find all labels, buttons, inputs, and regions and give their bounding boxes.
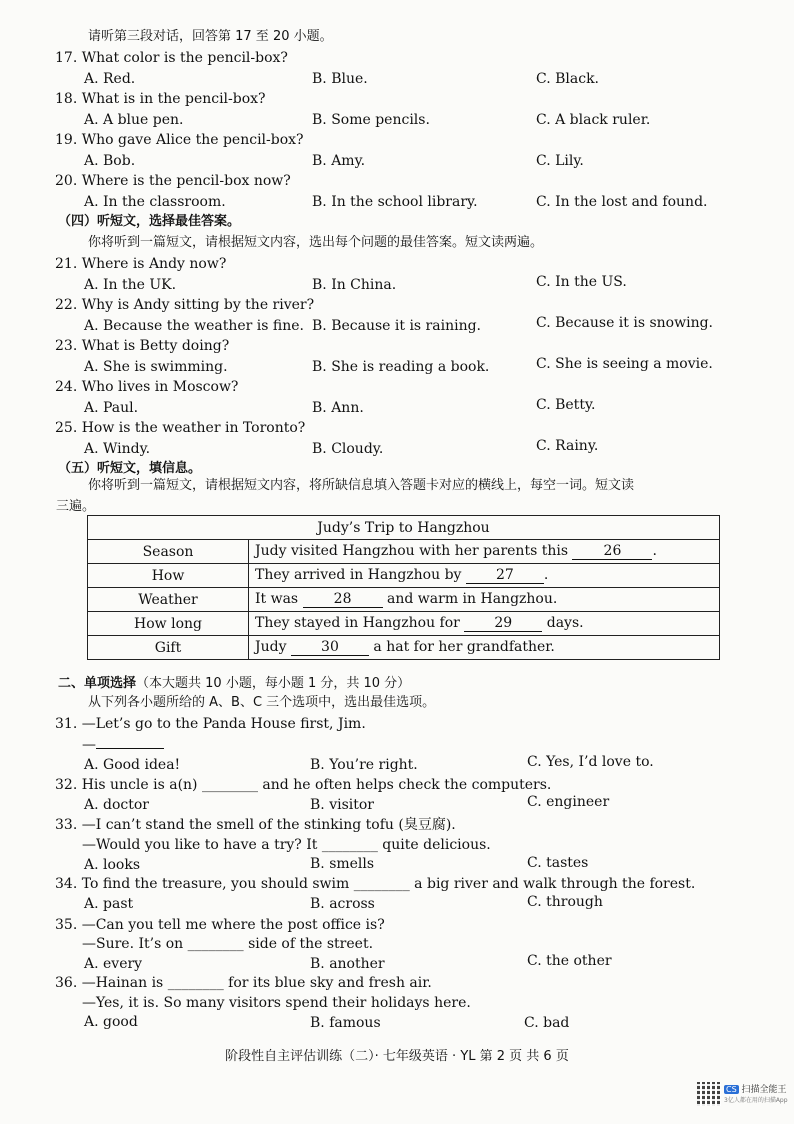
option-b: B. In China. — [312, 277, 397, 293]
part5-instructions-cont: 三遍。 — [56, 499, 96, 514]
answer-blank — [96, 748, 164, 749]
row-text: It was — [255, 591, 299, 607]
part2-heading-line — [58, 674, 410, 693]
option-b: B. She is reading a book. — [312, 359, 490, 375]
question-35-reply: —Sure. It’s on ________ side of the street. — [82, 936, 374, 952]
question-17: 17. What color is the pencil-box? — [55, 50, 288, 66]
table-row — [88, 588, 720, 612]
row-content — [249, 588, 720, 612]
option-a: A. looks — [84, 857, 141, 873]
row-text: They stayed in Hangzhou for — [255, 615, 460, 631]
option-c: C. She is seeing a movie. — [536, 356, 713, 372]
question-23: 23. What is Betty doing? — [55, 338, 230, 354]
answer-blank-26: 26 — [572, 543, 652, 560]
option-c: C. Because it is snowing. — [536, 315, 713, 331]
option-a: A. In the UK. — [84, 277, 177, 293]
option-a: A. past — [84, 896, 134, 912]
row-text-after: days. — [546, 615, 584, 631]
question-33-reply: —Would you like to have a try? It ________ quite delicious. — [82, 837, 491, 853]
option-b: B. across — [310, 896, 375, 912]
qr-code-overlay — [697, 1082, 721, 1106]
row-content — [249, 636, 720, 660]
option-a: A. Red. — [84, 71, 136, 87]
part4-heading: （四）听短文，选择最佳答案。 — [58, 214, 241, 229]
part2-note: （本大题共 10 小题，每小题 1 分，共 10 分） — [136, 676, 411, 691]
row-text: They arrived in Hangzhou by — [255, 567, 462, 583]
row-text-after: . — [652, 543, 657, 559]
option-c: C. the other — [527, 953, 612, 969]
option-c: C. Black. — [536, 71, 599, 87]
option-c: C. In the US. — [536, 274, 627, 290]
answer-blank-27: 27 — [466, 567, 544, 584]
row-label: How long — [88, 612, 249, 636]
answer-blank-29: 29 — [464, 615, 542, 632]
option-b: B. Cloudy. — [312, 441, 384, 457]
scanner-brand-name: 扫描全能王 — [741, 1085, 787, 1095]
option-c: C. tastes — [527, 855, 589, 871]
option-c: C. Lily. — [536, 153, 584, 169]
table-row — [88, 540, 720, 564]
part2-heading: 二、单项选择 — [58, 676, 137, 691]
section3-intro: 请听第三段对话，回答第 17 至 20 小题。 — [88, 29, 333, 44]
trip-info-table — [87, 515, 720, 660]
question-35: 35. —Can you tell me where the post office is? — [55, 917, 385, 933]
row-content — [249, 540, 720, 564]
option-c: C. Betty. — [536, 397, 596, 413]
question-20: 20. Where is the pencil-box now? — [55, 173, 291, 189]
table-row — [88, 636, 720, 660]
part4-instructions: 你将听到一篇短文，请根据短文内容，选出每个问题的最佳答案。短文读两遍。 — [88, 235, 544, 250]
option-a: A. Bob. — [84, 153, 136, 169]
option-a: A. every — [84, 956, 143, 972]
option-a: A. Good idea! — [84, 757, 181, 773]
question-33: 33. —I can’t stand the smell of the stinking tofu (臭豆腐). — [55, 817, 456, 833]
option-a: A. She is swimming. — [84, 359, 228, 375]
option-c: C. Yes, I’d love to. — [527, 754, 654, 770]
option-a: A. A blue pen. — [84, 112, 184, 128]
option-c: C. In the lost and found. — [536, 194, 708, 210]
option-b: B. Amy. — [312, 153, 366, 169]
option-c: C. A black ruler. — [536, 112, 651, 128]
answer-blank-28: 28 — [303, 591, 383, 608]
option-c: C. through — [527, 894, 603, 910]
part2-instructions: 从下列各小题所给的 A、B、C 三个选项中，选出最佳选项。 — [88, 695, 436, 710]
scanner-watermark — [724, 1082, 788, 1105]
row-text-after: . — [543, 567, 549, 583]
scanner-brand-tagline: 3亿人都在用的扫描App — [724, 1097, 788, 1104]
table-row — [88, 564, 720, 588]
question-31-reply — [82, 736, 164, 754]
question-22: 22. Why is Andy sitting by the river? — [55, 297, 315, 313]
question-34: 34. To find the treasure, you should swim ________ a big river and walk through the forest. — [55, 876, 696, 892]
table-title-row — [88, 516, 720, 540]
question-36: 36. —Hainan is ________ for its blue sky and fresh air. — [55, 975, 432, 991]
question-19: 19. Who gave Alice the pencil-box? — [55, 132, 304, 148]
question-32: 32. His uncle is a(n) ________ and he often helps check the computers. — [55, 777, 552, 793]
page-footer: 阶段性自主评估训练（二）· 七年级英语 · YL 第 2 页 共 6 页 — [225, 1049, 569, 1064]
question-21: 21. Where is Andy now? — [55, 256, 227, 272]
scanner-logo-icon: CS — [726, 1085, 737, 1094]
table-row — [88, 612, 720, 636]
part5-heading: （五）听短文，填信息。 — [58, 461, 202, 476]
question-18: 18. What is in the pencil-box? — [55, 91, 266, 107]
option-b: B. You’re right. — [310, 757, 418, 773]
option-a: A. doctor — [84, 797, 149, 813]
option-b: B. Because it is raining. — [312, 318, 481, 334]
question-31: 31. —Let’s go to the Panda House first, Jim. — [55, 716, 366, 732]
option-b: B. famous — [310, 1015, 381, 1031]
question-24: 24. Who lives in Moscow? — [55, 379, 239, 395]
option-c: C. engineer — [527, 794, 610, 810]
option-b: B. Some pencils. — [312, 112, 430, 128]
row-label: Season — [88, 540, 249, 564]
option-a: A. Windy. — [84, 441, 151, 457]
row-content — [249, 564, 720, 588]
row-text: Judy visited Hangzhou with her parents this — [255, 543, 569, 559]
option-b: B. another — [310, 956, 385, 972]
option-b: B. In the school library. — [312, 194, 478, 210]
option-a: A. Because the weather is fine. — [84, 318, 304, 334]
option-b: B. Ann. — [312, 400, 364, 416]
table-title: Judy’s Trip to Hangzhou — [88, 516, 720, 540]
row-text: Judy — [255, 639, 287, 655]
dash: — — [82, 737, 96, 753]
row-label: Gift — [88, 636, 249, 660]
option-a: A. Paul. — [84, 400, 139, 416]
option-b: B. Blue. — [312, 71, 368, 87]
row-text-after: and warm in Hangzhou. — [387, 591, 558, 607]
option-c: C. Rainy. — [536, 438, 599, 454]
row-text-after: a hat for her grandfather. — [373, 639, 555, 655]
answer-blank-30: 30 — [291, 639, 369, 656]
question-25: 25. How is the weather in Toronto? — [55, 420, 306, 436]
option-c: C. bad — [524, 1015, 570, 1031]
option-a: A. good — [84, 1014, 138, 1030]
option-b: B. smells — [310, 856, 375, 872]
row-label: How — [88, 564, 249, 588]
question-36-reply: —Yes, it is. So many visitors spend their holidays here. — [82, 995, 471, 1011]
part5-instructions: 你将听到一篇短文，请根据短文内容，将所缺信息填入答题卡对应的横线上，每空一词。短文读 — [88, 478, 635, 493]
option-b: B. visitor — [310, 797, 374, 813]
row-label: Weather — [88, 588, 249, 612]
option-a: A. In the classroom. — [84, 194, 226, 210]
row-content — [249, 612, 720, 636]
